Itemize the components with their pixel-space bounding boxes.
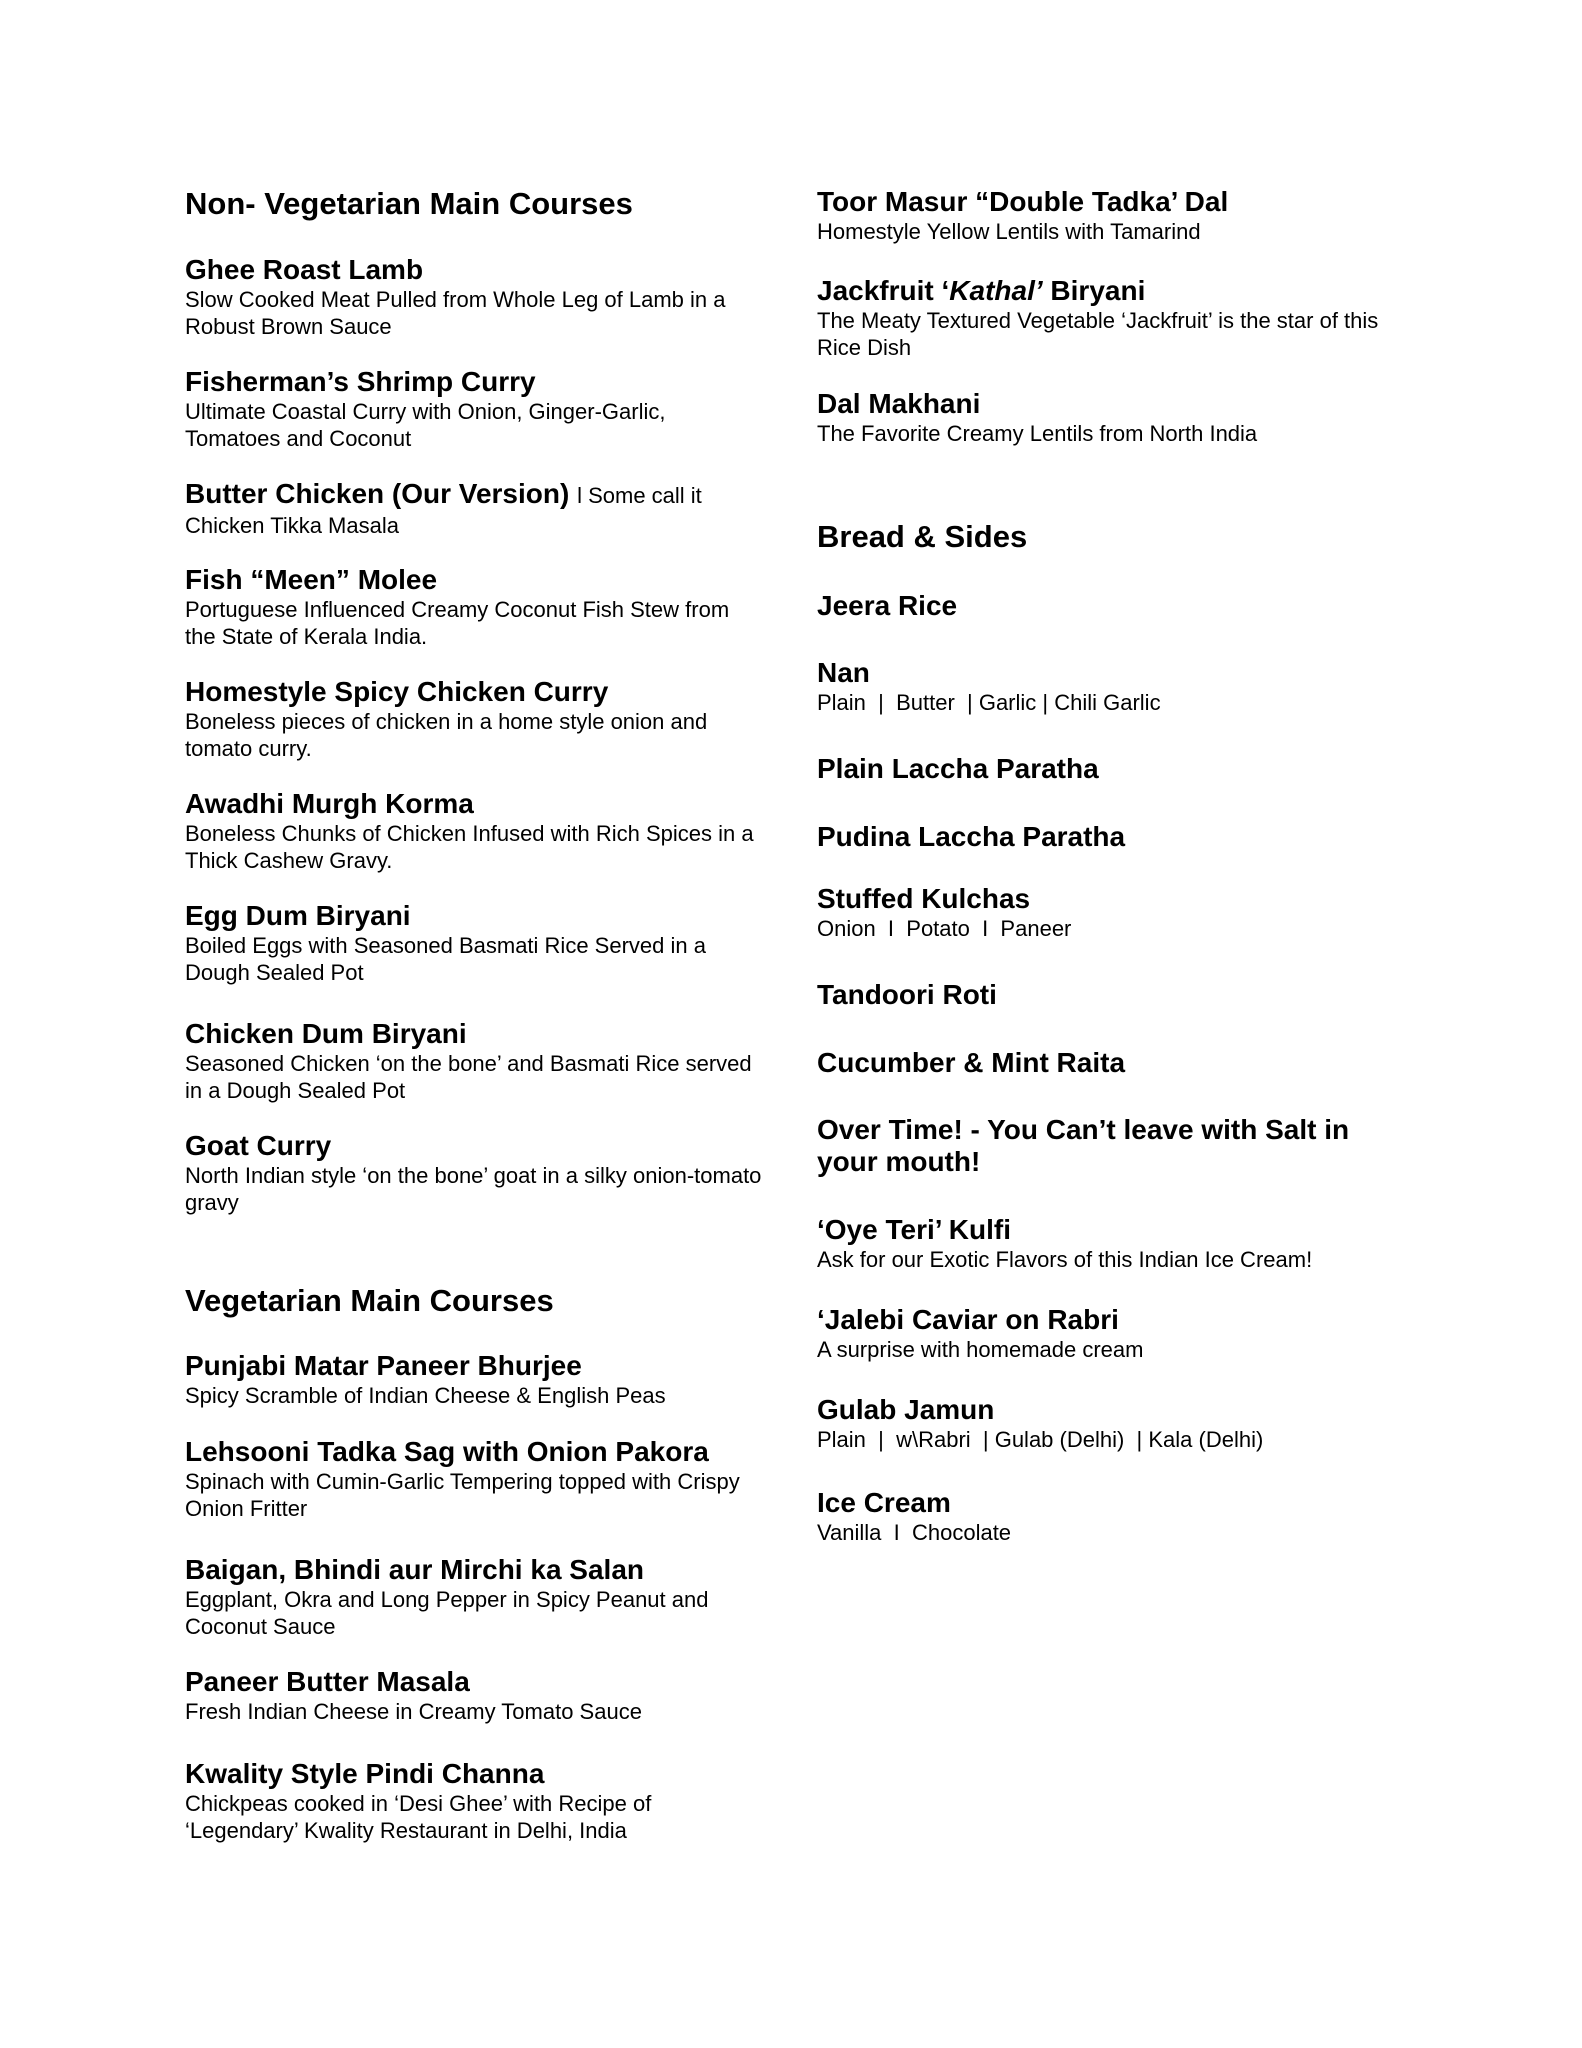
- item-name: ‘Oye Teri’ Kulfi: [817, 1214, 1011, 1245]
- section-title-non-veg: Non- Vegetarian Main Courses: [185, 186, 633, 221]
- menu-item: [817, 186, 1387, 245]
- menu-item: [185, 366, 765, 452]
- item-name: Egg Dum Biryani: [185, 900, 411, 931]
- item-name: Dal Makhani: [817, 388, 981, 419]
- menu-item: [185, 1130, 765, 1216]
- item-name: Ghee Roast Lamb: [185, 254, 424, 285]
- item-name: Punjabi Matar Paneer Bhurjee: [185, 1350, 582, 1381]
- item-name: Plain Laccha Paratha: [817, 753, 1099, 784]
- item-desc: Slow Cooked Meat Pulled from Whole Leg of Lamb in a Robust Brown Sauce: [185, 287, 726, 339]
- item-name: Butter Chicken (Our Version): [185, 478, 570, 509]
- menu-item: [185, 1436, 765, 1522]
- item-desc: Boiled Eggs with Seasoned Basmati Rice Served in a Dough Sealed Pot: [185, 933, 706, 985]
- item-desc: Fresh Indian Cheese in Creamy Tomato Sauce: [185, 1699, 642, 1724]
- item-desc: Eggplant, Okra and Long Pepper in Spicy Peanut and Coconut Sauce: [185, 1587, 709, 1639]
- item-name: Tandoori Roti: [817, 979, 997, 1010]
- item-name: Ice Cream: [817, 1487, 951, 1518]
- menu-item: [185, 676, 765, 762]
- item-name: Paneer Butter Masala: [185, 1666, 470, 1697]
- item-name: Lehsooni Tadka Sag with Onion Pakora: [185, 1436, 709, 1467]
- item-name: Fish “Meen” Molee: [185, 564, 438, 595]
- item-name: Gulab Jamun: [817, 1394, 995, 1425]
- item-name: Kwality Style Pindi Channa: [185, 1758, 545, 1789]
- item-desc: The Meaty Textured Vegetable ‘Jackfruit’ is the star of this Rice Dish: [817, 308, 1379, 360]
- item-desc: The Favorite Creamy Lentils from North India: [817, 421, 1258, 446]
- item-name: Goat Curry: [185, 1130, 332, 1161]
- item-name: Homestyle Spicy Chicken Curry: [185, 676, 609, 707]
- item-desc: Ask for our Exotic Flavors of this Indian Ice Cream!: [817, 1247, 1313, 1272]
- item-name-row: [185, 478, 765, 512]
- item-name: Baigan, Bhindi aur Mirchi ka Salan: [185, 1554, 644, 1585]
- menu-item: [185, 1350, 765, 1409]
- item-name: ‘Jalebi Caviar on Rabri: [817, 1304, 1119, 1335]
- item-name-part: Biryani: [1042, 275, 1146, 306]
- item-desc: Ultimate Coastal Curry with Onion, Ginger-Garlic, Tomatoes and Coconut: [185, 399, 666, 451]
- item-name: Fisherman’s Shrimp Curry: [185, 366, 536, 397]
- item-name: Pudina Laccha Paratha: [817, 821, 1126, 852]
- item-name: Toor Masur “Double Tadka’ Dal: [817, 186, 1229, 217]
- menu-item: [185, 1758, 765, 1844]
- item-options: Plain | w\Rabri | Gulab (Delhi) | Kala (Delhi): [817, 1427, 1264, 1452]
- item-desc: North Indian style ‘on the bone’ goat in a silky onion-tomato gravy: [185, 1163, 762, 1215]
- item-name-italic: Kathal’: [949, 275, 1043, 306]
- menu-item: [185, 564, 765, 650]
- menu-item: [185, 254, 765, 340]
- menu-item: [185, 900, 765, 986]
- item-desc: Boneless Chunks of Chicken Infused with Rich Spices in a Thick Cashew Gravy.: [185, 821, 754, 873]
- menu-item: [817, 1487, 1387, 1546]
- item-name: [817, 275, 1387, 307]
- item-name: Cucumber & Mint Raita: [817, 1047, 1126, 1078]
- menu-item: [817, 388, 1387, 447]
- item-desc: Seasoned Chicken ‘on the bone’ and Basmati Rice served in a Dough Sealed Pot: [185, 1051, 752, 1103]
- item-options: Plain | Butter | Garlic | Chili Garlic: [817, 690, 1161, 715]
- item-desc: Chickpeas cooked in ‘Desi Ghee’ with Recipe of ‘Legendary’ Kwality Restaurant in Delhi, India: [185, 1791, 652, 1843]
- section-title-bread: Bread & Sides: [817, 519, 1028, 554]
- menu-item: [185, 1554, 765, 1640]
- menu-item: [817, 657, 1387, 716]
- menu-item: [817, 1214, 1387, 1273]
- item-name: Jeera Rice: [817, 590, 958, 621]
- item-desc: Spicy Scramble of Indian Cheese & English Peas: [185, 1383, 666, 1408]
- menu-item: [185, 1666, 765, 1725]
- item-name: Awadhi Murgh Korma: [185, 788, 474, 819]
- menu-item: [817, 1304, 1387, 1363]
- menu-item: [817, 1394, 1387, 1453]
- item-desc: Portuguese Influenced Creamy Coconut Fish Stew from the State of Kerala India.: [185, 597, 730, 649]
- menu-item: [817, 883, 1387, 942]
- item-name-part: Jackfruit ‘: [817, 275, 950, 306]
- item-name: Nan: [817, 657, 870, 688]
- item-name: Chicken Dum Biryani: [185, 1018, 467, 1049]
- item-desc: Boneless pieces of chicken in a home style onion and tomato curry.: [185, 709, 708, 761]
- menu-item: [817, 275, 1387, 361]
- item-desc: Chicken Tikka Masala: [185, 513, 399, 538]
- section-title-overtime: Over Time! - You Can’t leave with Salt in your mouth!: [817, 1114, 1350, 1177]
- item-tag: l Some call it: [577, 483, 702, 508]
- item-desc: Homestyle Yellow Lentils with Tamarind: [817, 219, 1201, 244]
- menu-item: [185, 788, 765, 874]
- item-options: Onion I Potato I Paneer: [817, 916, 1072, 941]
- item-desc: A surprise with homemade cream: [817, 1337, 1144, 1362]
- menu-item: [185, 1018, 765, 1104]
- section-title-veg: Vegetarian Main Courses: [185, 1283, 554, 1318]
- item-desc: Spinach with Cumin-Garlic Tempering topped with Crispy Onion Fritter: [185, 1469, 740, 1521]
- menu-item: [185, 478, 765, 539]
- item-name: Stuffed Kulchas: [817, 883, 1031, 914]
- item-options: Vanilla I Chocolate: [817, 1520, 1012, 1545]
